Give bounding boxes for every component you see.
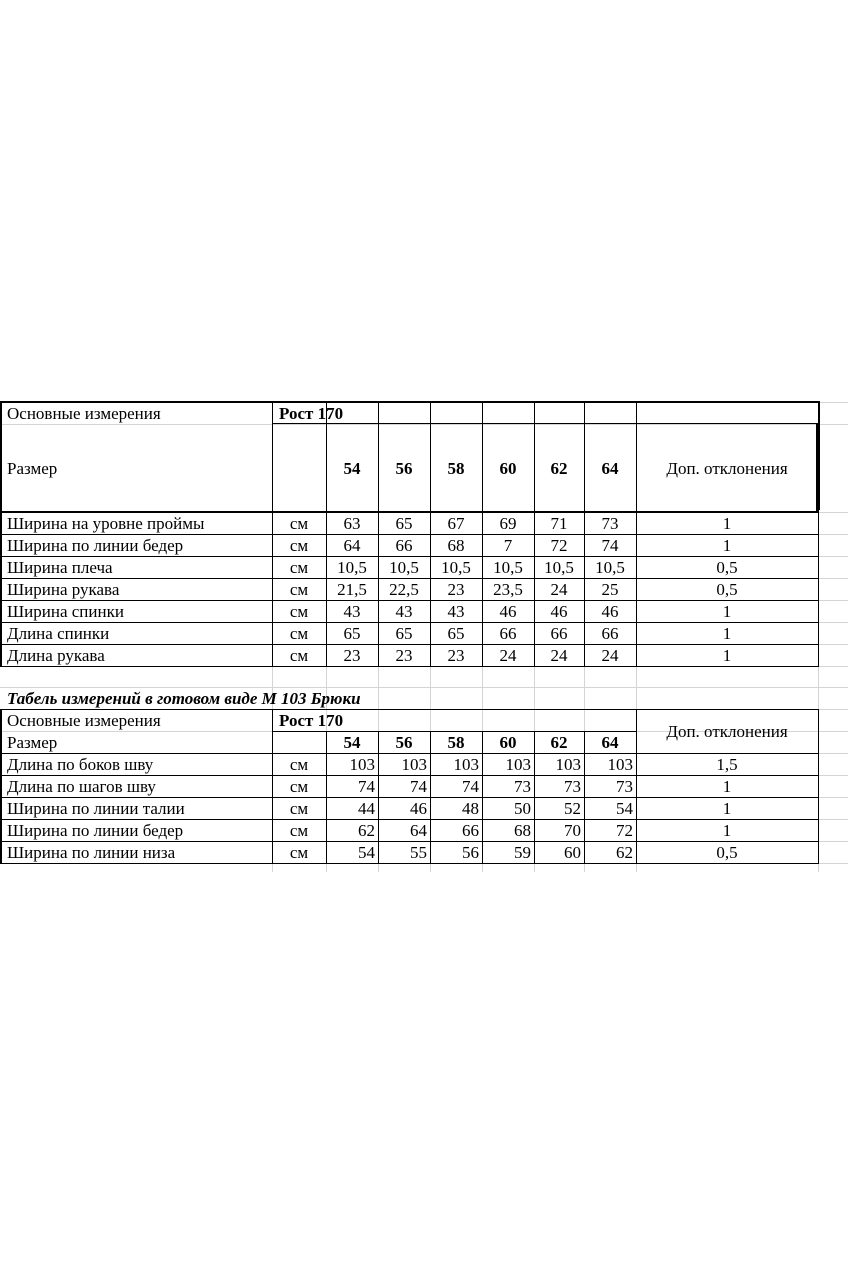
table2-size-56: 56 (395, 732, 413, 752)
table-row-value: 24 (550, 579, 568, 599)
table-row-value: 62 (616, 842, 633, 862)
table-row-value: 103 (607, 754, 633, 774)
table-row-value: 71 (550, 513, 568, 533)
table2-size-54: 54 (343, 732, 361, 752)
table-row-value: 73 (564, 776, 581, 796)
table-row-value: 54 (358, 842, 375, 862)
table-row-value: 74 (601, 535, 619, 555)
table2-size-64: 64 (601, 732, 619, 752)
table-row-value: 23 (447, 645, 465, 665)
table1-tolerance-header: Доп. отклонения (666, 458, 788, 478)
table-row-value: 103 (401, 754, 427, 774)
table-row-value: 60 (564, 842, 581, 862)
table-row-value: 54 (616, 798, 633, 818)
border (818, 401, 820, 510)
table-row-value: 72 (616, 820, 633, 840)
table-row-value: 56 (462, 842, 479, 862)
table-row-unit: см (289, 645, 309, 665)
table-row-tolerance: 1 (722, 535, 732, 555)
table-row-unit: см (289, 623, 309, 643)
table-row-value: 66 (601, 623, 619, 643)
table-row-value: 65 (447, 623, 465, 643)
table-row-value: 23 (447, 579, 465, 599)
table-row-value: 46 (601, 601, 619, 621)
table-row-value: 65 (395, 513, 413, 533)
table-row-value: 64 (410, 820, 427, 840)
table-row-value: 73 (616, 776, 633, 796)
table-row-value: 66 (499, 623, 517, 643)
table1-size-58: 58 (447, 458, 465, 478)
table-row-value: 10,5 (493, 557, 523, 577)
table-row-tolerance: 1,5 (716, 754, 738, 774)
table-row-tolerance: 1 (722, 820, 732, 840)
table-row-value: 63 (343, 513, 361, 533)
table-row-value: 46 (410, 798, 427, 818)
table1-size-label: Размер (7, 458, 58, 478)
table-row-value: 68 (514, 820, 531, 840)
table-row-value: 10,5 (595, 557, 625, 577)
table-row-tolerance: 0,5 (716, 557, 738, 577)
table2-size-62: 62 (550, 732, 568, 752)
table-row-value: 43 (395, 601, 413, 621)
table-row-name: Ширина по линии бедер (7, 535, 184, 555)
table1-title: Основные измерения (7, 403, 161, 423)
table-row-name: Ширина по линии бедер (7, 820, 184, 840)
table1-size-54: 54 (343, 458, 361, 478)
table-row-value: 48 (462, 798, 479, 818)
table-row-value: 10,5 (544, 557, 574, 577)
table-row-value: 23,5 (493, 579, 523, 599)
table-row-value: 103 (453, 754, 479, 774)
table-row-name: Длина рукава (7, 645, 105, 665)
border (818, 510, 819, 667)
table-row-value: 23 (343, 645, 361, 665)
table-row-tolerance: 1 (722, 623, 732, 643)
table1-height-label: Рост 170 (279, 403, 344, 423)
table-row-unit: см (289, 776, 309, 796)
table-row-tolerance: 1 (722, 645, 732, 665)
table-row-tolerance: 0,5 (716, 842, 738, 862)
table1-size-62: 62 (550, 458, 568, 478)
table-row-value: 62 (358, 820, 375, 840)
table-row-name: Ширина по линии низа (7, 842, 176, 862)
table-row-name: Длина по шагов шву (7, 776, 156, 796)
table-row-value: 25 (601, 579, 619, 599)
table2-size-label: Размер (7, 732, 58, 752)
table-row-unit: см (289, 601, 309, 621)
table-row-value: 22,5 (389, 579, 419, 599)
table-row-value: 59 (514, 842, 531, 862)
table-row-value: 65 (343, 623, 361, 643)
table2-size-58: 58 (447, 732, 465, 752)
table-row-value: 103 (555, 754, 581, 774)
table-row-value: 24 (550, 645, 568, 665)
table-row-unit: см (289, 513, 309, 533)
table-row-value: 72 (550, 535, 568, 555)
table-row-value: 66 (462, 820, 479, 840)
table2-caption: Табель измерений в готовом виде М 103 Брюки (7, 688, 361, 708)
table2-title: Основные измерения (7, 710, 161, 730)
table-row-value: 66 (550, 623, 568, 643)
table-row-unit: см (289, 820, 309, 840)
table-row-unit: см (289, 535, 309, 555)
table-row-value: 44 (358, 798, 375, 818)
table-row-unit: см (289, 579, 309, 599)
table-row-value: 68 (447, 535, 465, 555)
table2-tolerance-header: Доп. отклонения (666, 721, 788, 741)
table-row-value: 70 (564, 820, 581, 840)
table-row-value: 66 (395, 535, 413, 555)
table-row-value: 103 (505, 754, 531, 774)
border (818, 709, 819, 864)
table-row-unit: см (289, 754, 309, 774)
border (0, 666, 818, 667)
table-row-unit: см (289, 798, 309, 818)
table-row-value: 43 (447, 601, 465, 621)
table-row-name: Ширина на уровне проймы (7, 513, 205, 533)
table-row-name: Ширина рукава (7, 579, 120, 599)
table1-size-56: 56 (395, 458, 413, 478)
table-row-name: Длина спинки (7, 623, 110, 643)
table-row-value: 64 (343, 535, 361, 555)
table-row-value: 52 (564, 798, 581, 818)
table2-height-label: Рост 170 (279, 710, 344, 730)
table-row-value: 46 (550, 601, 568, 621)
border (0, 863, 818, 864)
table-row-value: 65 (395, 623, 413, 643)
table-row-value: 73 (601, 513, 619, 533)
table-row-tolerance: 1 (722, 513, 732, 533)
table-row-value: 55 (410, 842, 427, 862)
table-row-value: 10,5 (441, 557, 471, 577)
table-row-name: Длина по боков шву (7, 754, 154, 774)
table-row-tolerance: 1 (722, 776, 732, 796)
table-row-value: 74 (462, 776, 479, 796)
table-row-value: 24 (601, 645, 619, 665)
table-row-value: 73 (514, 776, 531, 796)
table-row-name: Ширина спинки (7, 601, 124, 621)
table-row-value: 46 (499, 601, 517, 621)
table-row-value: 10,5 (337, 557, 367, 577)
table-row-value: 23 (395, 645, 413, 665)
table-row-value: 103 (349, 754, 375, 774)
table-row-name: Ширина плеча (7, 557, 113, 577)
table-row-value: 43 (343, 601, 361, 621)
table1-size-64: 64 (601, 458, 619, 478)
table-row-value: 7 (503, 535, 513, 555)
table-row-tolerance: 1 (722, 798, 732, 818)
table-row-unit: см (289, 557, 309, 577)
table-row-unit: см (289, 842, 309, 862)
table-row-value: 50 (514, 798, 531, 818)
table-row-value: 74 (410, 776, 427, 796)
table-row-tolerance: 1 (722, 601, 732, 621)
table-row-value: 10,5 (389, 557, 419, 577)
table-row-tolerance: 0,5 (716, 579, 738, 599)
table-row-value: 24 (499, 645, 517, 665)
table-row-name: Ширина по линии талии (7, 798, 185, 818)
table2-size-60: 60 (499, 732, 517, 752)
table-row-value: 67 (447, 513, 465, 533)
table1-size-60: 60 (499, 458, 517, 478)
table-row-value: 74 (358, 776, 375, 796)
table-row-value: 21,5 (337, 579, 367, 599)
table-row-value: 69 (499, 513, 517, 533)
